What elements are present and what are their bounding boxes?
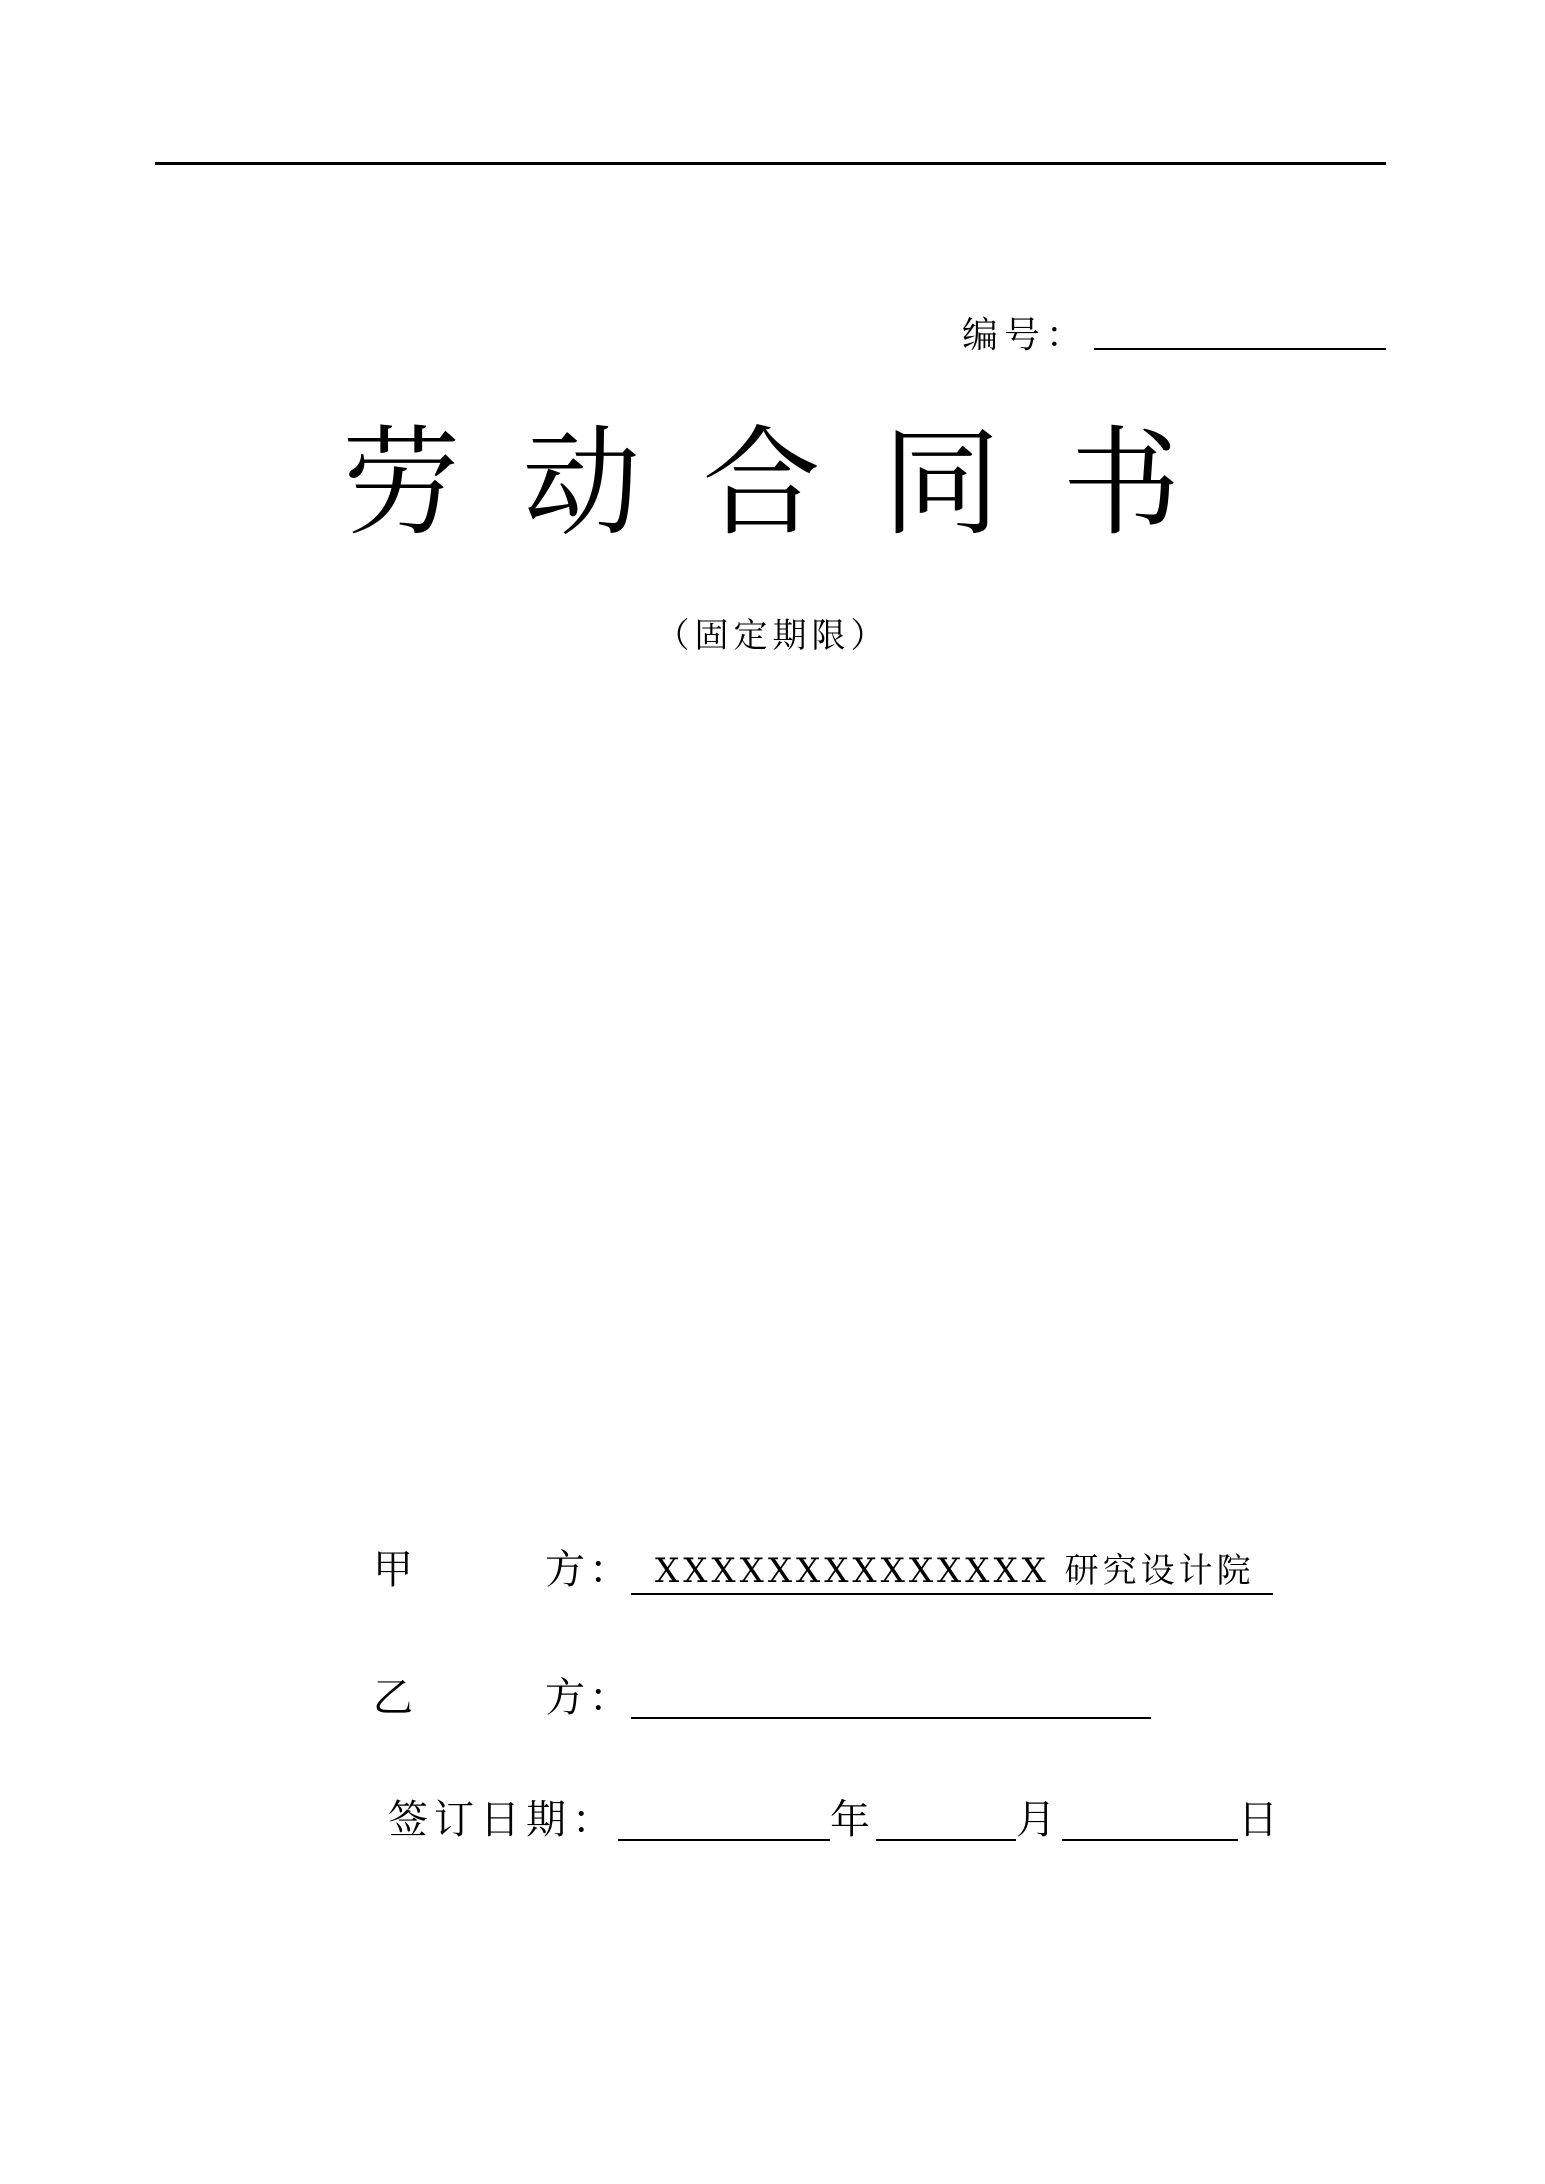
party-b-label-1: 乙 — [373, 1675, 413, 1721]
signing-month-label: 月 — [1016, 1797, 1062, 1843]
party-a-field[interactable]: XXXXXXXXXXXXXX 研究设计院 — [631, 1549, 1273, 1595]
party-b-field[interactable] — [631, 1717, 1151, 1719]
page-subtitle: （固定期限） — [655, 616, 890, 656]
party-b-label-2: 方： — [545, 1675, 633, 1721]
document-number-label: 编号： — [962, 315, 1089, 356]
party-b-row — [373, 1663, 1151, 1723]
signing-day-field[interactable] — [1062, 1839, 1238, 1841]
page-title: 劳动合同书 — [342, 414, 1243, 552]
signing-year-field[interactable] — [618, 1839, 830, 1841]
document-number-field[interactable] — [1094, 348, 1386, 350]
signing-month-field[interactable] — [876, 1839, 1016, 1841]
signing-date-label: 签订日期： — [388, 1797, 618, 1843]
signing-day-label: 日 — [1238, 1797, 1284, 1843]
signing-date-row — [388, 1785, 1284, 1845]
party-a-label-2: 方： — [545, 1547, 633, 1593]
party-a-label-1: 甲 — [373, 1547, 413, 1593]
signing-year-label: 年 — [830, 1797, 876, 1843]
party-a-row — [373, 1535, 1273, 1595]
document-number — [962, 308, 1386, 358]
top-rule — [155, 162, 1386, 165]
